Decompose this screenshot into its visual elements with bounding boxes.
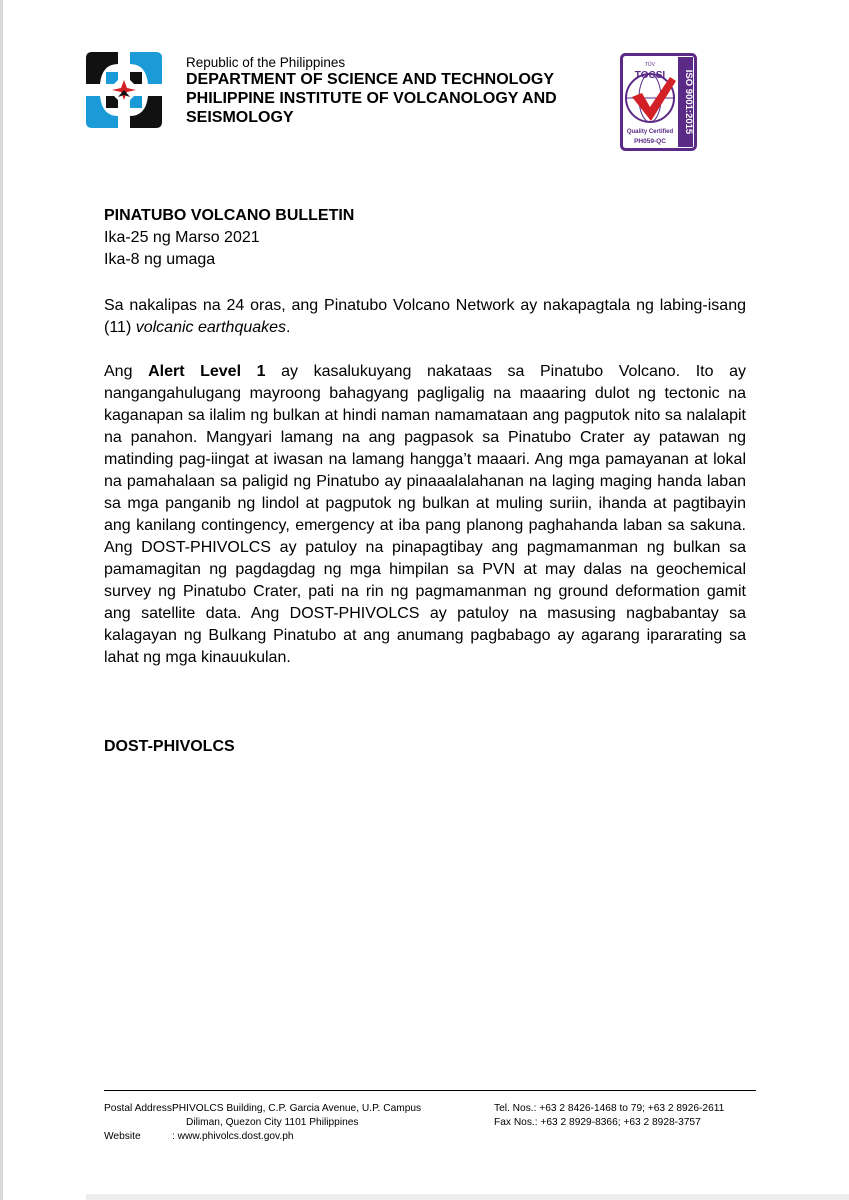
signature: DOST-PHIVOLCS [104, 738, 235, 755]
website-label: Website [104, 1131, 141, 1142]
badge-certified-text: Quality Certified [626, 129, 674, 135]
department-name: DEPARTMENT OF SCIENCE AND TECHNOLOGY [186, 71, 555, 88]
postal-address-line1: PHIVOLCS Building, C.P. Garcia Avenue, U.P. Campus [172, 1103, 422, 1114]
footer-row-1 [104, 1102, 764, 1116]
para2-lead: Ang [104, 363, 149, 380]
alert-level-paragraph [104, 361, 746, 669]
para1-italic-term: volcanic earthquakes [135, 319, 287, 336]
bulletin-time: Ika-8 ng umaga [104, 251, 216, 268]
para1-text: Sa nakalipas na 24 oras, ang Pinatubo Volcano Network ay nakapagtala ng labing-isang (11) [104, 297, 746, 336]
iso-certification-badge [620, 53, 697, 151]
fax-numbers: Fax Nos.: +63 2 8929-8366; +63 2 8928-3757 [494, 1117, 701, 1128]
bulletin-body [104, 205, 746, 669]
republic-line: Republic of the Philippines [186, 55, 346, 70]
dost-logo [84, 50, 164, 130]
postal-address-label: Postal Address: [104, 1103, 175, 1114]
earthquake-count-paragraph [104, 295, 746, 339]
iso-badge-graphic [620, 53, 697, 151]
page-edge [0, 0, 3, 1200]
postal-address-line2: Diliman, Quezon City 1101 Philippines [186, 1117, 359, 1128]
badge-org-text: TÜV [645, 62, 655, 68]
para1-end: . [286, 319, 291, 336]
alert-level-label: Alert Level 1 [148, 363, 266, 380]
institute-name-line2: SEISMOLOGY [186, 109, 294, 126]
footer-divider [104, 1090, 756, 1091]
page-bottom-strip [86, 1194, 849, 1200]
para2-text: ay kasalukuyang nakataas sa Pinatubo Volcano. Ito ay nangangahulugang mayroong bahagyang pagligalig na maaaring dulot ng tectonic na kaganapan sa ilalim ng bulkan at hindi naman namamataan ang pagputok nito sa nalalapit na panahon. Mangyari lamang na ang pagpasok sa Pinatubo Crater ay patawan ng matinding pag-iingat at iwasan na lamang hangga’t maaari. Ang mga pamayanan at lokal na pamahalaan sa paligid ng Pinatubo ay pinaaalalahanan na laging maging handa laban sa mga panganib ng lindol at pagputok ng bulkan at muling suriin, ihanda at pagtibayin ang kanilang contingency, emergency at iba pang planong paghahanda laban sa sakuna. Ang DOST-PHIVOLCS ay patuloy na pinapagtibay ang pagmamanman ng bulkan sa pamamagitan ng pagdagdag ng mga himpilan sa PVN at may dalas na geochemical survey ng Pinatubo Crater, pati na rin ng pagmamanman ng ground deformation gamit ang satellite data. Ang DOST-PHIVOLCS ay patuloy na masusing nagbabantay sa kalagayan ng Bulkang Pinatubo at ang anumang pagbabago ay agarang ipararating sa lahat ng mga kinauukulan. [104, 363, 746, 666]
institute-name-line1: PHILIPPINE INSTITUTE OF VOLCANOLOGY AND [186, 90, 557, 107]
footer-row-3 [104, 1130, 764, 1144]
badge-code-text: PH059-QC [634, 138, 666, 145]
website-link[interactable]: : www.phivolcs.dost.gov.ph [172, 1131, 294, 1142]
bulletin-title: PINATUBO VOLCANO BULLETIN [104, 207, 355, 224]
footer [104, 1102, 764, 1144]
badge-standard-text: ISO 9001:2015 [683, 69, 694, 135]
badge-brand-text: TOCSI [634, 70, 666, 81]
footer-row-2 [104, 1116, 764, 1130]
telephone-numbers: Tel. Nos.: +63 2 8426-1468 to 79; +63 2 8926-2611 [494, 1103, 725, 1114]
bulletin-date: Ika-25 ng Marso 2021 [104, 229, 260, 246]
letterhead [186, 55, 606, 127]
